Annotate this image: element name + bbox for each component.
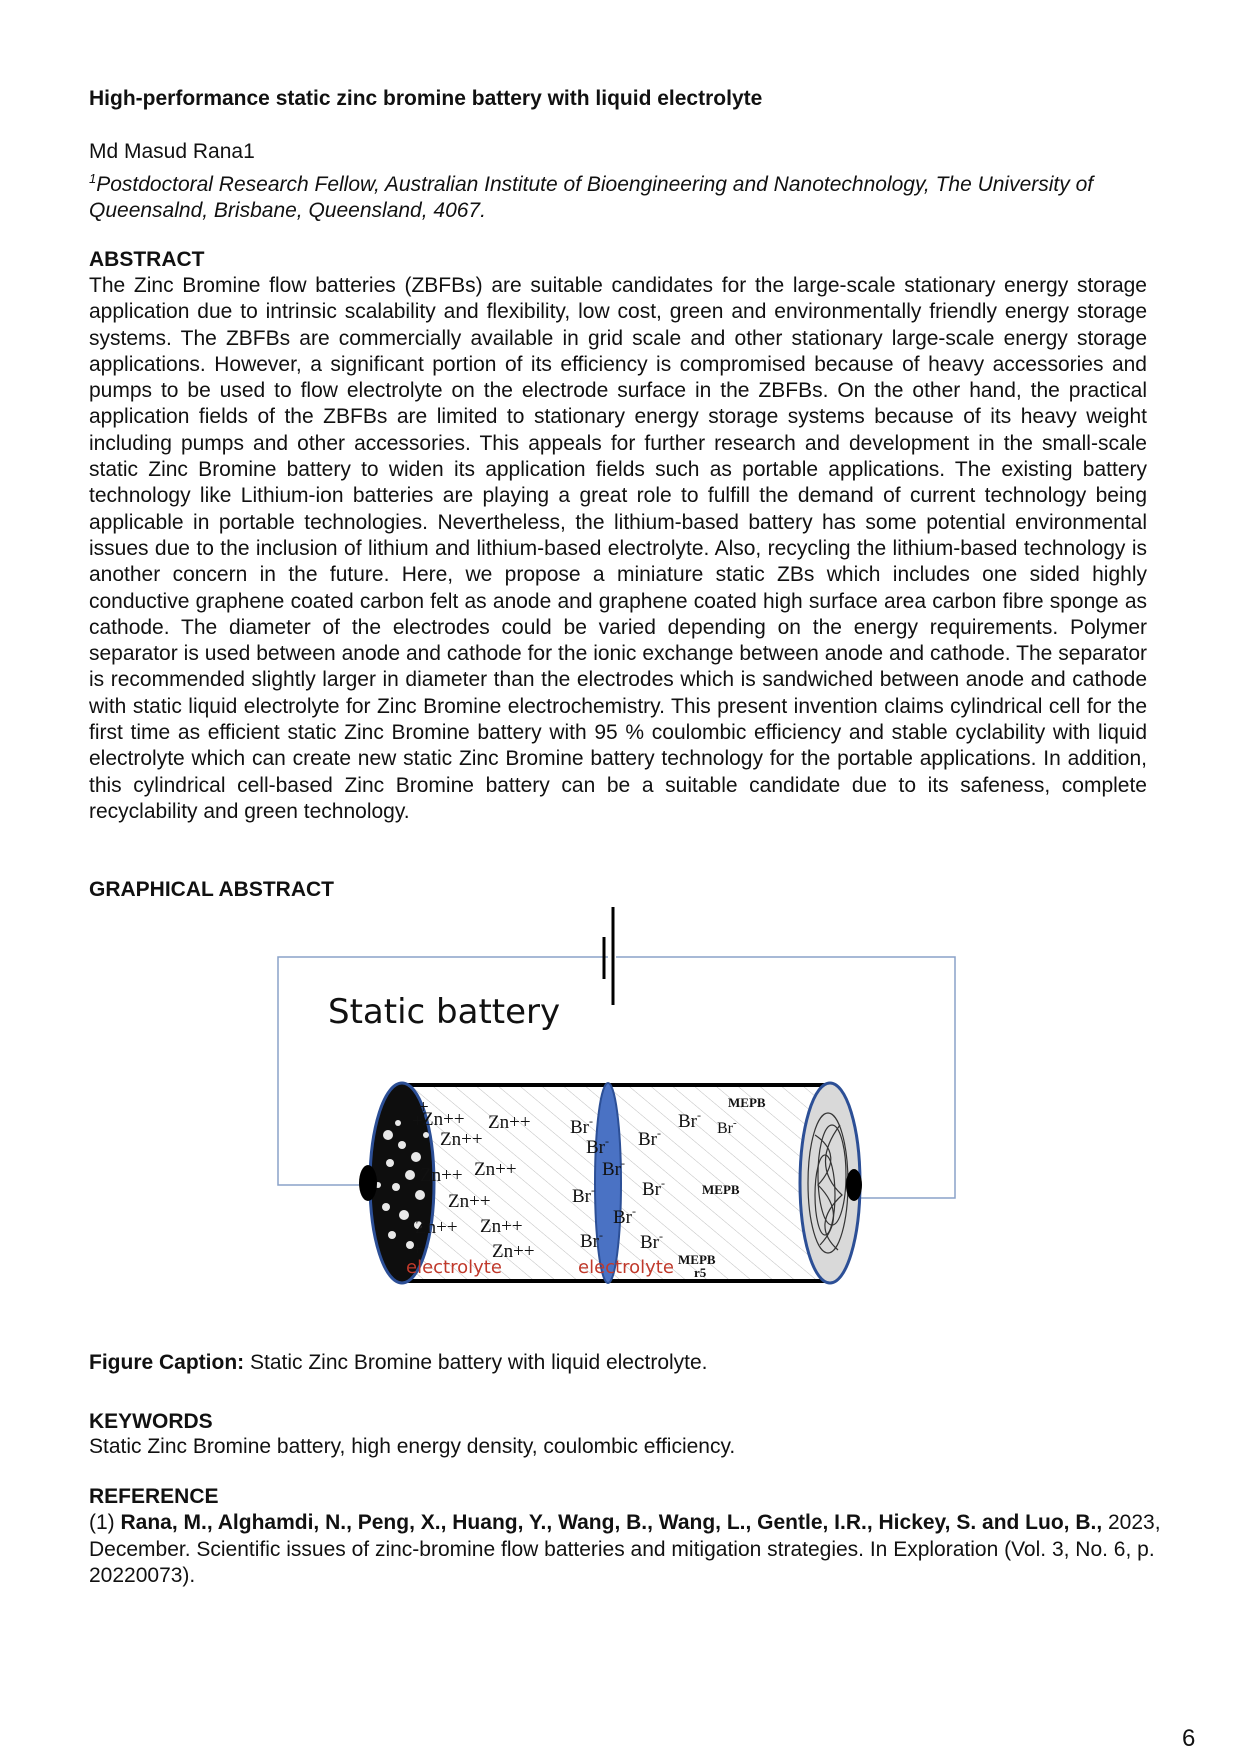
br-ion: Br- (586, 1134, 609, 1158)
graphical-abstract-heading: GRAPHICAL ABSTRACT (89, 878, 334, 901)
br-ion: Br- (602, 1156, 625, 1180)
mepb-label: MEPB (728, 1095, 766, 1110)
zn-ion: Zn++ (488, 1112, 531, 1133)
br-ion: Br- (717, 1117, 737, 1137)
cathode-terminal (846, 1169, 862, 1201)
br-ion: Br- (613, 1204, 636, 1228)
zn-ion: Zn++ (492, 1241, 535, 1262)
reference-number: (1) (89, 1511, 121, 1534)
plus-sign: + (412, 1239, 423, 1260)
reference-entry (89, 1510, 1169, 1590)
zn-ion: Zn++ (474, 1159, 517, 1180)
abstract-heading: ABSTRACT (89, 248, 205, 271)
separator (595, 1083, 621, 1283)
paper-title: High-performance static zinc bromine battery with liquid electrolyte (89, 87, 763, 110)
mepb-label: MEPB (702, 1182, 740, 1197)
br-ion: Br- (580, 1228, 603, 1252)
zn-ion: Zn++ (415, 1217, 458, 1238)
electrolyte-label-cathode: electrolyte (578, 1257, 674, 1278)
figure-caption (89, 1351, 708, 1375)
page-number: 6 (1182, 1725, 1196, 1752)
graphical-abstract-figure (270, 895, 970, 1305)
affiliation (89, 166, 1149, 224)
zn-ion: Zn++ (422, 1109, 465, 1130)
caption-label: Figure Caption: (89, 1351, 245, 1374)
mepb-label: MEPB (678, 1252, 716, 1267)
reference-heading: REFERENCE (89, 1485, 219, 1508)
abstract-body: The Zinc Bromine flow batteries (ZBFBs) are suitable candidates for the large-scale stationary energy storage application due to intrinsic scalability and flexibility, low cost, green and environmentally friendly energy storage systems. The ZBFBs are commercially available in grid scale and other stationary large-scale energy storage applications. However, a significant portion of its efficiency is compromised because of heavy accessories and pumps to be used to flow electrolyte on the electrode surface in the ZBFBs. On the other hand, the practical application fields of the ZBFBs are limited to stationary energy storage systems because of its heavy weight including pumps and other accessories. This appeals for further research and development in the small-scale static Zinc Bromine battery to widen its application fields such as portable applications. The existing battery technology like Lithium-ion batteries are playing a great role to fulfill the demand of current technology being applicable in portable technologies. Nevertheless, the lithium-based battery has some potential environmental issues due to the inclusion of lithium and lithium-based electrolyte. Also, recycling the lithium-based technology is another concern in the future. Here, we propose a miniature static ZBs which includes one sided highly conductive graphene coated carbon felt as anode and graphene coated high surface area carbon fibre sponge as cathode. The diameter of the electrodes could be varied depending on the energy requirements. Polymer separator is used between anode and cathode for the ionic exchange between anode and cathode. The separator is recommended slightly larger in diameter than the electrodes which is sandwiched between anode and cathode with static liquid electrolyte for Zinc Bromine electrochemistry. This present invention claims cylindrical cell for the first time as efficient static Zinc Bromine battery with 95 % coulombic efficiency and stable cyclability with liquid electrolyte which can create new static Zinc Bromine battery technology for the portable applications. In addition, this cylindrical cell-based Zinc Bromine battery can be a suitable candidate due to its safeness, complete recyclability and green technology. (89, 274, 1147, 823)
zn-ion: Zn++ (440, 1129, 483, 1150)
plus-sign: + (412, 1111, 423, 1132)
br-ion: Br- (638, 1126, 661, 1150)
anode-terminal (359, 1165, 377, 1201)
plus-sign: + (418, 1097, 429, 1118)
keywords-text: Static Zinc Bromine battery, high energy density, coulombic efficiency. (89, 1435, 736, 1458)
br-ion: Br- (570, 1114, 593, 1138)
br-ion: Br- (642, 1176, 665, 1200)
br-ion: Br- (678, 1108, 701, 1132)
zn-ion: Zn++ (448, 1191, 491, 1212)
reference-authors: Rana, M., Alghamdi, N., Peng, X., Huang, Y., Wang, B., Wang, L., Gentle, I.R., Hickey, S. and Luo, B., (120, 1511, 1103, 1534)
affiliation-marker: 1 (89, 171, 97, 186)
zn-ion: Zn++ (480, 1216, 523, 1237)
electrolyte-label-anode: electrolyte (406, 1257, 502, 1278)
zn-ion: Zn++ (420, 1165, 463, 1186)
keywords-heading: KEYWORDS (89, 1410, 213, 1433)
reference-details: 2023, December. Scientific issues of zinc-bromine flow batteries and mitigation strategies. In Exploration (Vol. 3, No. 6, p. 20220073). (89, 1511, 1161, 1587)
affiliation-text: Postdoctoral Research Fellow, Australian Institute of Bioengineering and Nanotechnology, The University of Queensalnd, Brisbane, Queensland, 4067. (89, 173, 1094, 222)
r5-label: r5 (694, 1265, 707, 1280)
br-ion: Br- (640, 1229, 663, 1253)
caption-text: Static Zinc Bromine battery with liquid electrolyte. (244, 1351, 708, 1374)
author-name: Md Masud Rana1 (89, 140, 255, 163)
br-ion: Br- (572, 1183, 595, 1207)
figure-title: Static battery (328, 992, 561, 1032)
